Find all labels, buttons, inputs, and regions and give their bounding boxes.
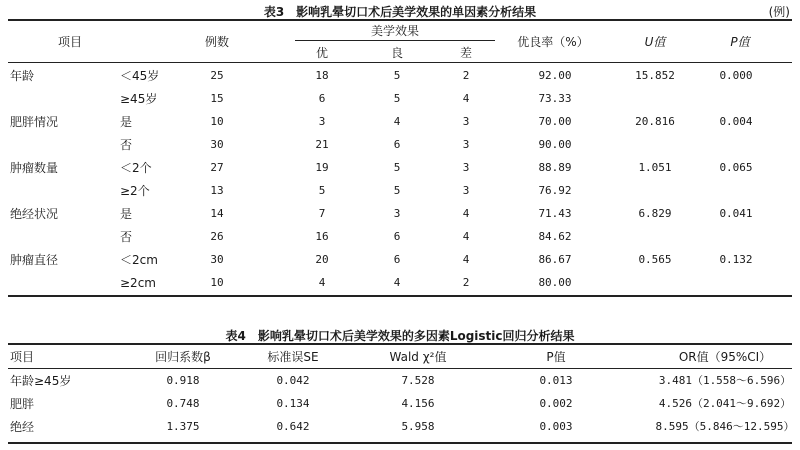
t3-cell-poor: 4: [462, 92, 470, 105]
t3-cell-count: 30: [210, 138, 224, 151]
t3-cell-excellent: 7: [318, 207, 326, 220]
t3-cell-count: 10: [210, 115, 224, 128]
t3-cell-poor: 3: [462, 161, 470, 174]
t3-cell-poor: 4: [462, 230, 470, 243]
t3-cell-p-value: 0.065: [719, 161, 753, 174]
t4-cell-or: 4.526（2.041～9.692）: [658, 397, 792, 410]
t3-cell-excellent: 16: [315, 230, 329, 243]
t4-cell-p: 0.002: [539, 397, 573, 410]
t3-cell-count: 30: [210, 253, 224, 266]
t4-header-item: 项目: [10, 350, 35, 364]
t4-cell-se: 0.642: [276, 420, 310, 433]
t3-cell-rate: 92.00: [538, 69, 572, 82]
t3-header-poor: 差: [459, 46, 473, 60]
t3-cell-p-value: 0.000: [719, 69, 753, 82]
t3-cell-count: 15: [210, 92, 224, 105]
t3-cell-rate: 90.00: [538, 138, 572, 151]
t3-cell-count: 14: [210, 207, 224, 220]
t4-cell-beta: 0.748: [166, 397, 200, 410]
t4-cell-or: 3.481（1.558～6.596）: [658, 374, 792, 387]
t3-cell-good: 4: [393, 276, 401, 289]
t3-cell-level: 否: [120, 230, 133, 244]
t3-cell-good: 5: [393, 92, 401, 105]
table4-header-rule: [8, 368, 792, 369]
t3-cell-factor: 年龄: [10, 69, 35, 83]
t3-cell-level: ≥2cm: [120, 276, 156, 290]
t3-cell-rate: 84.62: [538, 230, 572, 243]
t3-cell-level: 是: [120, 115, 133, 129]
t3-header-good: 良: [390, 46, 404, 60]
t3-cell-good: 6: [393, 230, 401, 243]
table4-title: 表4 影响乳晕切口术后美学效果的多因素Logistic回归分析结果: [225, 329, 575, 343]
t3-header-effect: 美学效果: [370, 24, 420, 38]
t4-cell-se: 0.042: [276, 374, 310, 387]
t3-cell-good: 5: [393, 184, 401, 197]
t3-cell-rate: 76.92: [538, 184, 572, 197]
t3-cell-good: 5: [393, 161, 401, 174]
t3-cell-good: 5: [393, 69, 401, 82]
t3-effect-underline: [295, 40, 495, 41]
t3-cell-count: 26: [210, 230, 224, 243]
t3-cell-excellent: 4: [318, 276, 326, 289]
t4-header-se: 标准误SE: [267, 350, 319, 364]
t3-cell-poor: 3: [462, 184, 470, 197]
table3-bottom-rule: [8, 295, 792, 297]
t3-cell-rate: 88.89: [538, 161, 572, 174]
t4-cell-wald: 7.528: [401, 374, 435, 387]
t3-cell-poor: 2: [462, 276, 470, 289]
t4-header-wald: Wald χ²值: [389, 350, 447, 364]
t3-cell-count: 27: [210, 161, 224, 174]
t4-header-p: P值: [546, 350, 566, 364]
t3-cell-u-value: 15.852: [635, 69, 675, 82]
t3-header-count: 例数: [204, 35, 230, 49]
t3-cell-poor: 3: [462, 138, 470, 151]
t3-cell-level: 否: [120, 138, 133, 152]
t4-cell-item: 年龄≥45岁: [10, 374, 72, 388]
t3-cell-excellent: 20: [315, 253, 329, 266]
t3-cell-factor: 肿瘤数量: [10, 161, 59, 175]
t3-cell-good: 3: [393, 207, 401, 220]
t3-cell-poor: 4: [462, 207, 470, 220]
t3-cell-p-value: 0.004: [719, 115, 753, 128]
t4-cell-wald: 5.958: [401, 420, 435, 433]
t3-cell-excellent: 5: [318, 184, 326, 197]
t3-cell-good: 4: [393, 115, 401, 128]
t3-cell-p-value: 0.041: [719, 207, 753, 220]
table4-top-rule: [8, 343, 792, 345]
t3-cell-excellent: 21: [315, 138, 329, 151]
t3-cell-excellent: 6: [318, 92, 326, 105]
t3-header-p: P值: [730, 35, 750, 49]
t3-header-u: U值: [644, 35, 666, 49]
table3-header-rule: [8, 62, 792, 63]
t3-cell-level: ≥2个: [120, 184, 150, 198]
t4-cell-beta: 0.918: [166, 374, 200, 387]
t3-header-rate: 优良率（%）: [517, 35, 589, 49]
t3-cell-excellent: 18: [315, 69, 329, 82]
t3-cell-u-value: 6.829: [638, 207, 672, 220]
t3-cell-rate: 71.43: [538, 207, 572, 220]
t3-cell-u-value: 0.565: [638, 253, 672, 266]
t3-cell-level: ＜2个: [120, 161, 152, 175]
t4-cell-item: 肥胖: [10, 397, 35, 411]
t4-cell-item: 绝经: [10, 420, 35, 434]
t4-cell-p: 0.013: [539, 374, 573, 387]
table4-bottom-rule: [8, 442, 792, 444]
t3-cell-level: ＜2cm: [120, 253, 158, 267]
t4-cell-wald: 4.156: [401, 397, 435, 410]
t3-cell-poor: 2: [462, 69, 470, 82]
t3-header-item: 项目: [58, 35, 83, 49]
t3-cell-factor: 绝经状况: [10, 207, 59, 221]
table3-unit: (例): [768, 5, 790, 19]
t3-cell-count: 10: [210, 276, 224, 289]
t3-cell-good: 6: [393, 138, 401, 151]
t3-cell-level: 是: [120, 207, 133, 221]
t4-header-beta: 回归系数β: [155, 350, 211, 364]
t3-header-excellent: 优: [315, 46, 329, 60]
t4-cell-p: 0.003: [539, 420, 573, 433]
t3-cell-poor: 4: [462, 253, 470, 266]
t3-cell-poor: 3: [462, 115, 470, 128]
t3-cell-rate: 86.67: [538, 253, 572, 266]
t4-cell-se: 0.134: [276, 397, 310, 410]
t4-cell-beta: 1.375: [166, 420, 200, 433]
t3-cell-count: 25: [210, 69, 224, 82]
t3-cell-u-value: 20.816: [635, 115, 675, 128]
t3-cell-rate: 73.33: [538, 92, 572, 105]
t3-cell-good: 6: [393, 253, 401, 266]
t3-cell-rate: 70.00: [538, 115, 572, 128]
t3-cell-factor: 肿瘤直径: [10, 253, 59, 267]
t3-cell-count: 13: [210, 184, 224, 197]
t3-cell-u-value: 1.051: [638, 161, 672, 174]
t3-cell-p-value: 0.132: [719, 253, 753, 266]
t3-cell-excellent: 3: [318, 115, 326, 128]
t4-cell-or: 8.595（5.846～12.595）: [655, 420, 795, 433]
t3-cell-rate: 80.00: [538, 276, 572, 289]
t3-cell-excellent: 19: [315, 161, 329, 174]
t3-cell-level: ＜45岁: [120, 69, 160, 83]
t4-header-or: OR值（95%CI）: [678, 350, 772, 364]
t3-cell-factor: 肥胖情况: [10, 115, 59, 129]
t3-cell-level: ≥45岁: [120, 92, 158, 106]
table3-title: 表3 影响乳晕切口术后美学效果的单因素分析结果: [263, 5, 537, 19]
table3-top-rule: [8, 19, 792, 21]
